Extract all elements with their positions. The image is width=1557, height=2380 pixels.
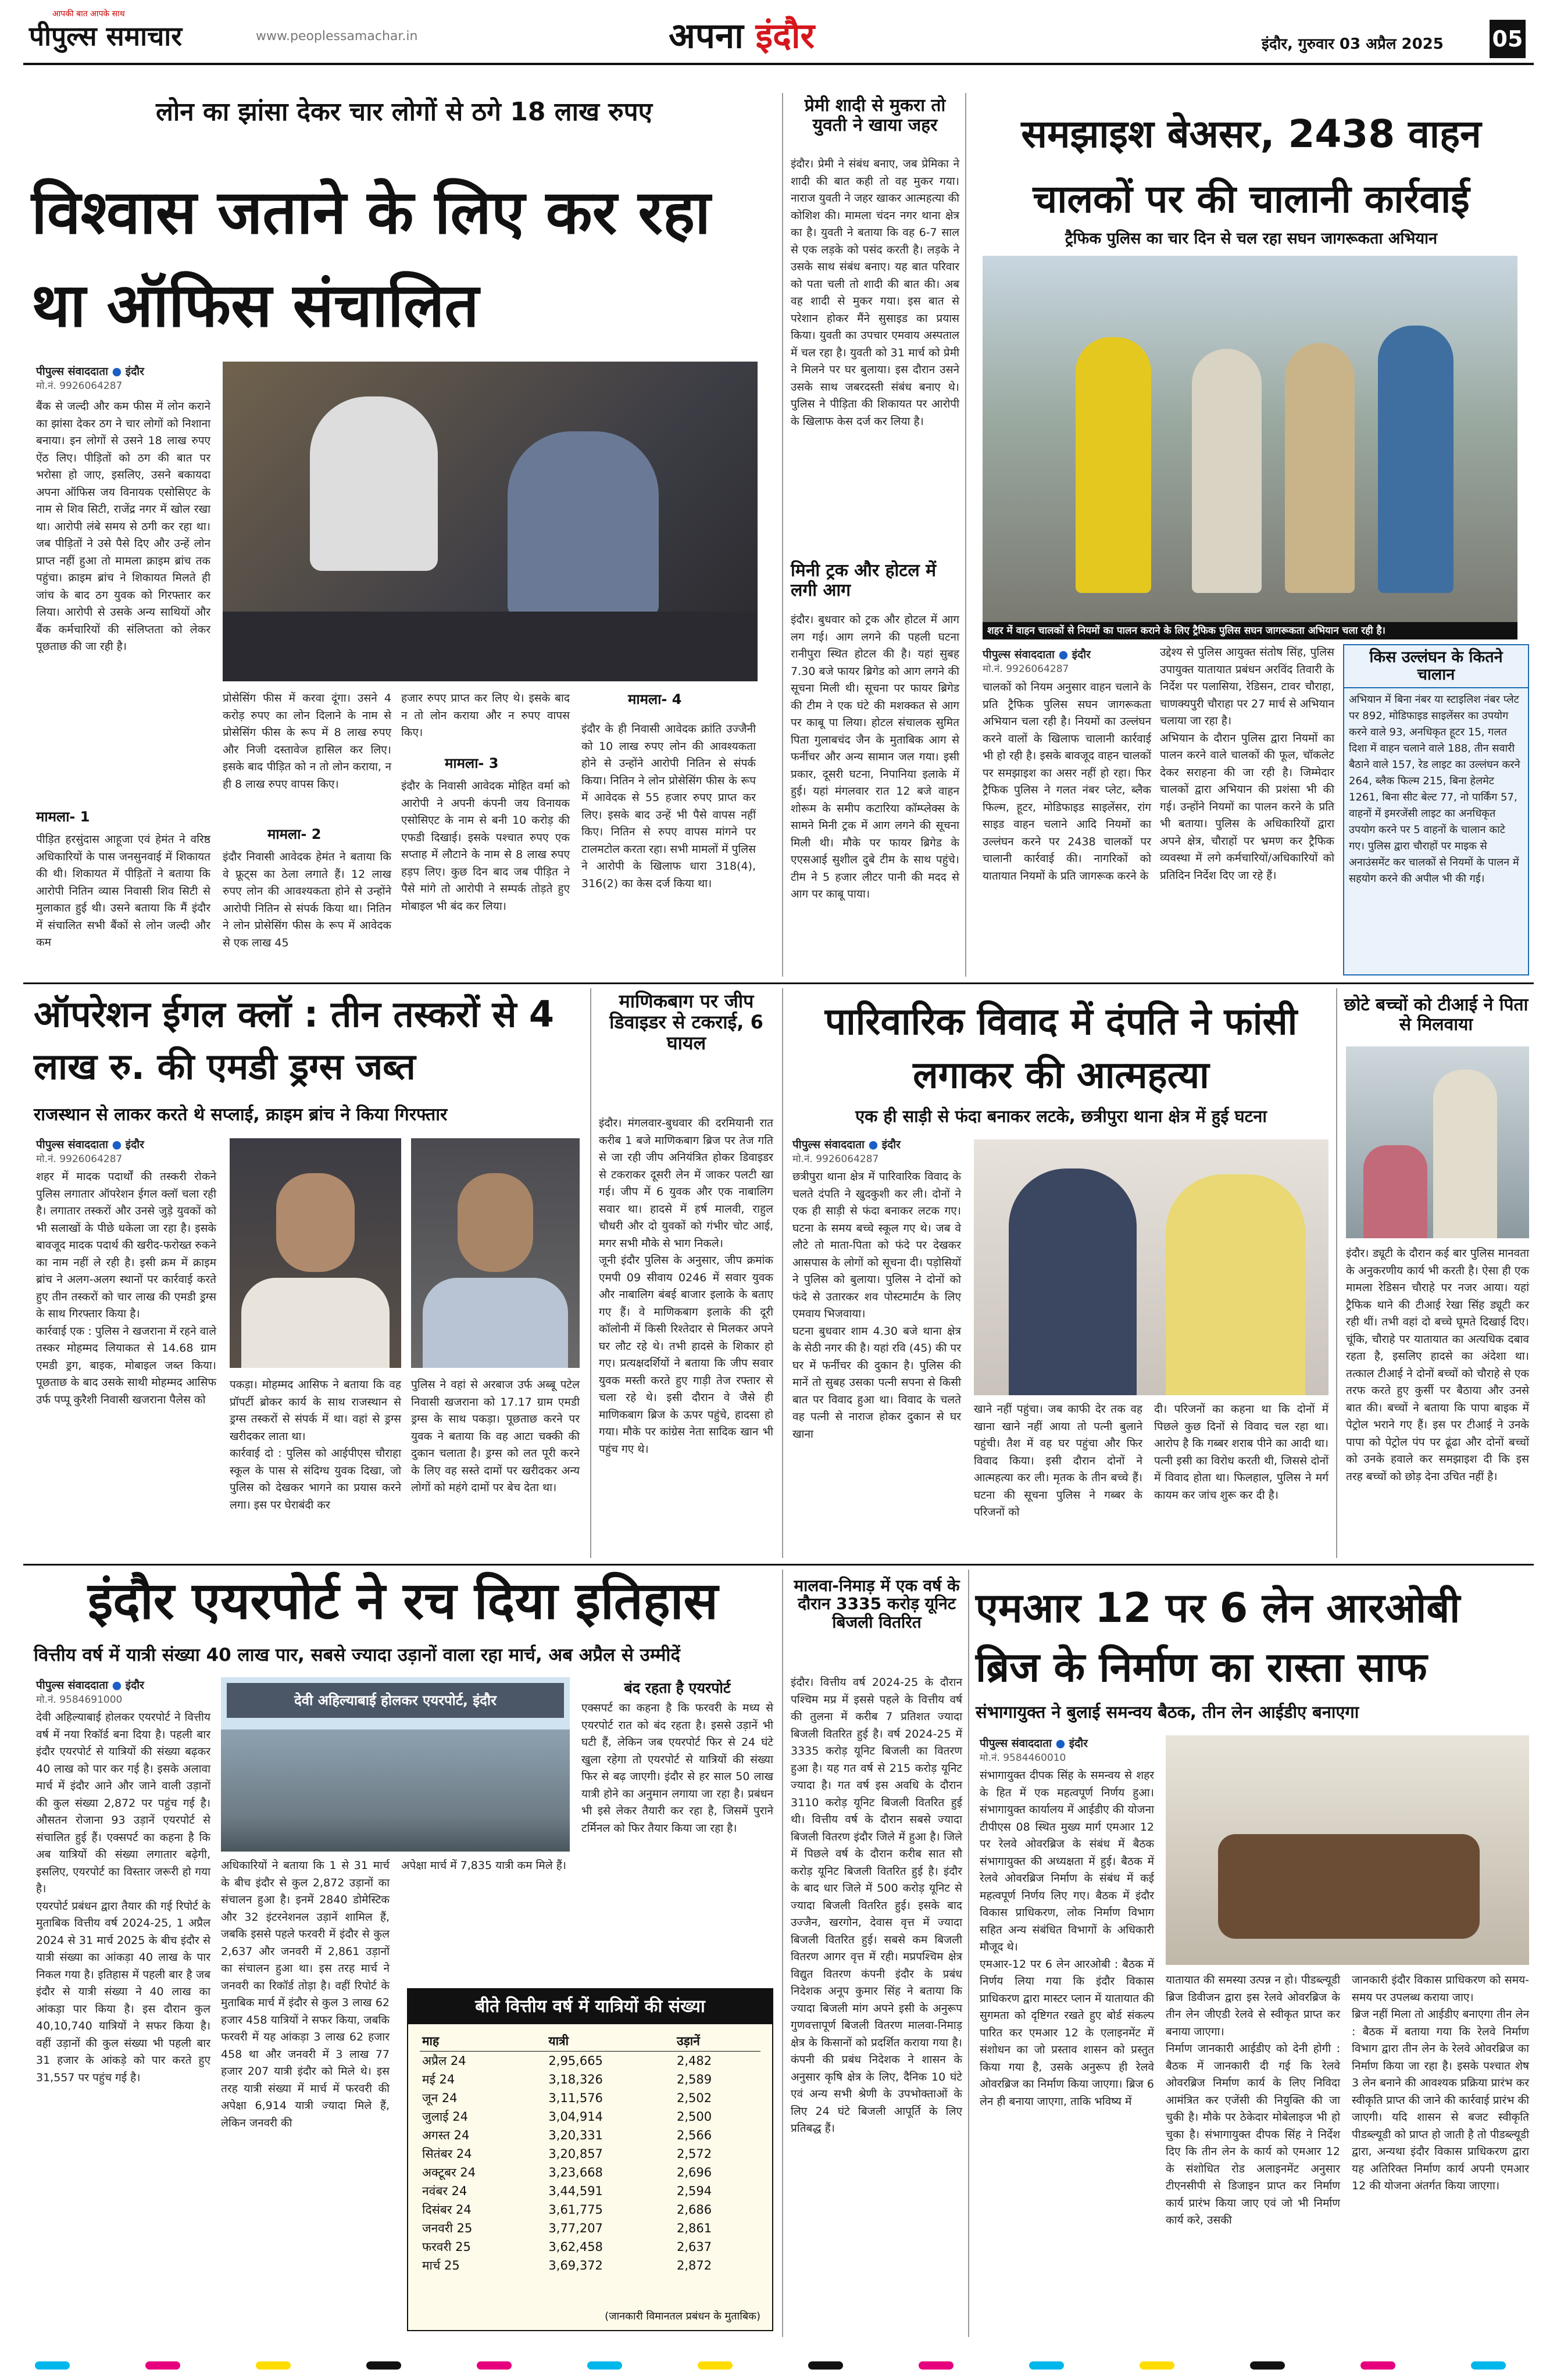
table-cell-flights: 2,572	[676, 2147, 712, 2161]
divider-h2	[23, 1564, 1534, 1566]
s5-photo-accused-2	[411, 1138, 580, 1368]
s4-byline-name: पीपुल्स संवाददाता	[983, 648, 1055, 661]
s9-byline-name: पीपुल्स संवाददाता	[36, 1679, 108, 1692]
s1-col4: इंदौर के ही निवासी आवेदक क्रांति उज्जैनी को 10 लाख रुपए लोन की आवश्यकता होने से उन्होंने आरोपी नितिन से संपर्क किया। नितिन ने लोन प्रोसेसिंग फीस के रूप में आवेदक से 55 हजार रुपए प्राप्त कर लिए। इसके बाद उन्हें भी पैसे वापस नहीं किए। नितिन से रुपए वापस मांगने पर टालमटोल करता रहा। सभी मामलों में पुलिस ने आरोपी के खिलाफ धारा 318(4), 316(2) का केस दर्ज किया था।	[581, 723, 756, 890]
s5-shirt-2	[423, 1278, 568, 1368]
s4-box-title: किस उल्लंघन के कितने चालान	[1344, 645, 1528, 688]
color-bar-swatch	[919, 2361, 954, 2370]
table-row	[420, 2200, 760, 2219]
s1-col2: प्रोसेसिंग फीस में करवा दूंगा। उसने 4 करोड़ रुपए का लोन दिलाने के नाम से प्रोसेसिंग फीस के रूप में 8 लाख रुपए और निजी दस्तावेज हासिल कर लिए। इसके बाद पीड़ित को न तो लोन कराया, न ही 8 लाख रुपए वापस किए।	[223, 692, 391, 791]
s6-headline: माणिकबाग पर जीप डिवाइडर से टकराई, 6 घायल	[609, 990, 763, 1054]
table-row	[420, 2256, 760, 2275]
s11-col1: संभागायुक्त दीपक सिंह के समन्वय से शहर के हित में एक महत्वपूर्ण निर्णय हुआ। संभागायुक्त कार्यालय में आईडीए की योजना टीपीएस 08 स्थित मुख्य मार्ग एमआर 12 पर रेलवे ओवरब्रिज के संबंध में बैठक संभागायुक्त की अध्यक्षता में हुई। बैठक में रेलवे ओवरब्रिज निर्माण के संबंध में कई महत्वपूर्ण निर्णय लिए गए। बैठक में इंदौर विकास प्राधिकरण, लोक निर्माण विभाग सहित अन्य संबंधित विभागों के अधिकारी मौजूद थे। एमआर-12 पर 6 लेन आरओबी : बैठक में निर्णय लिया गया कि इंदौर विकास प्राधिकरण द्वारा मास्टर प्लान में यातायात की सुगमता को दृष्टिगत रखते हुए बोर्ड संकल्प पारित कर एमआर 12 के एलाइनमेंट में संशोधन का जो प्रस्ताव शासन को प्रस्तुत किया गया है, उसके अनुरूप ही रेलवे ओवरब्रिज का निर्माण किया जाएगा। ब्रिज 6 लेन ही बनाया जाएगा, ताकि भविष्य में	[980, 1769, 1154, 2108]
s11-subhead: संभागायुक्त ने बुलाई समन्वय बैठक, तीन लेन आईडीए बनाएगा	[976, 1702, 1359, 1722]
s9-photo-airport	[221, 1677, 570, 1852]
s11-byline-name: पीपुल्स संवाददाता	[980, 1737, 1052, 1750]
color-bar-swatch	[366, 2361, 401, 2370]
table-cell-flights: 2,500	[676, 2110, 712, 2124]
divider-h1	[23, 982, 1534, 984]
s9-subhead: वित्तीय वर्ष में यात्री संख्या 40 लाख पार, सबसे ज्यादा उड़ानों वाला रहा मार्च, अब अप्रैल से उम्मीदें	[34, 1645, 680, 1666]
table-cell-month: नवंबर 24	[422, 2184, 467, 2198]
s11-mobile: मो.नं. 9584460010	[980, 1752, 1066, 1764]
s5-byline-name: पीपुल्स संवाददाता	[36, 1138, 108, 1151]
color-bar-swatch	[587, 2361, 622, 2370]
s7-col1: छत्रीपुरा थाना क्षेत्र में पारिवारिक विवाद के चलते दंपति ने खुदकुशी कर ली। दोनों ने एक ही साड़ी से फंदा बनाकर लटक गए। घटना के समय बच्चे स्कूल गए थे। जब वे लौटे तो माता-पिता को फंदे पर देखकर आसपास के लोगों को सूचना दी। पड़ोसियों ने पुलिस को बुलाया। पुलिस ने दोनों को फंदे से उतारकर शव पोस्टमार्टम के लिए एमवाय भिजवाया। घटना बुधवार शाम 4.30 बजे थाना क्षेत्र के सेठी नगर की है। यहां रवि (45) की पर घर में फर्नीचर की दुकान है। पुलिस की मानें तो सुबह उसका पत्नी सपना से किसी बात पर विवाद हुआ था। विवाद के चलते वह पत्नी से नाराज होकर दुकान से घर खाना	[792, 1170, 961, 1441]
s11-photo-table	[1218, 1834, 1480, 1939]
s1-case4-head: मामला- 4	[628, 691, 682, 707]
s6-body: इंदौर। मंगलवार-बुधवार की दरमियानी रात करीब 1 बजे माणिकबाग ब्रिज पर तेज गति से जा रही जीप अनियंत्रित होकर डिवाइडर से टकराकर दूसरी लेन में जाकर पलटी खा गई। जीप में 6 युवक और एक नाबालिग सवार था। हादसे में हर्ष मालवी, राहुल चौधरी और दो युवकों को गंभीर चोट आई, मगर सभी मौके से भाग निकले। जूनी इंदौर पुलिस के अनुसार, जीप क्रमांक एमपी 09 सीवाय 0246 में सवार युवक और नाबालिग बंबई बाजार इलाके के बताए गए हैं। वे माणिकबाग इलाके की दूरी कॉलोनी में किसी रिश्तेदार से मिलकर अपने घर लौट रहे थे। तभी हादसे के शिकार हो गए। प्रत्यक्षदर्शियों ने बताया कि जीप सवार युवक मस्ती करते हुए गाड़ी तेज रफ्तार से चला रहे थे। इसी दौरान वे जैसे ही माणिकबाग ब्रिज के ऊपर पहुंचे, हादसा हो गया। मौके पर कांग्रेस नेता सादिक खान भी पहुंच गए थे।	[599, 1117, 773, 1456]
table-cell-passengers: 3,61,775	[548, 2203, 603, 2217]
table-cell-flights: 2,594	[676, 2184, 712, 2198]
s7-mobile: मो.नं. 9926064287	[792, 1153, 879, 1165]
table-row	[420, 2238, 760, 2256]
s4-byline: पीपुल्स संवाददाता ● इंदौर मो.नं. 9926064287	[983, 646, 1157, 675]
masthead-rule	[23, 63, 1534, 65]
s11-headline: एमआर 12 पर 6 लेन आरओबी ब्रिज के निर्माण का रास्ता साफ	[976, 1584, 1460, 1691]
s9-col1: देवी अहिल्याबाई होलकर एयरपोर्ट ने वित्तीय वर्ष में नया रिकॉर्ड बना दिया है। पहली बार इंदौर एयरपोर्ट से यात्रियों की संख्या बढ़कर 40 लाख को पार कर गई है। इसके अलावा मार्च में इंदौर आने और जाने वाली उड़ानों की कुल संख्या 2,872 पर पहुंच गई है। औसतन रोजाना 93 उड़ानें एयरपोर्ट से संचालित हुई हैं। एक्सपर्ट का कहना है कि अब यात्रियों की संख्या लगातार बढ़ेगी, इसलिए, एयरपोर्ट का विस्तार जरूरी हो गया है। एयरपोर्ट प्रबंधन द्वारा तैयार की गई रिपोर्ट के मुताबिक वित्तीय वर्ष 2024-25, 1 अप्रैल 2024 से 31 मार्च 2025 के बीच इंदौर से यात्री संख्या का आंकड़ा 40 लाख के पार निकल गया है। इतिहास में पहली बार है जब इंदौर से यात्री संख्या ने 40 लाख का आंकड़ा पार किया है। इस दौरान कुल 40,10,740 यात्रियों ने सफर किया है। वहीं उड़ानों की कुल संख्या भी पहली बार 31 हजार के आंकड़े को पार करते हुए 31,557 पर पहुंच गई है।	[36, 1711, 210, 2084]
s5-headline: ऑपरेशन ईगल क्लॉ : तीन तस्करों से 4 लाख रु. की एमडी ड्रग्स जब्त	[34, 993, 555, 1088]
color-bar-swatch	[698, 2361, 733, 2370]
table-row	[420, 2052, 760, 2071]
table-cell-passengers: 3,20,331	[548, 2128, 603, 2142]
table-row	[420, 2089, 760, 2107]
table-row	[420, 2219, 760, 2238]
table-cell-flights: 2,696	[676, 2165, 712, 2179]
s4-headline: समझाइश बेअसर, 2438 वाहन चालकों पर की चालानी कार्रवाई	[1021, 112, 1481, 221]
page-number: 05	[1490, 20, 1526, 58]
s1-photo	[223, 362, 758, 681]
dateline: इंदौर, गुरुवार 03 अप्रैल 2025	[1262, 35, 1444, 53]
color-bar-swatch	[1140, 2361, 1174, 2370]
s8-headline: छोटे बच्चों को टीआई ने पिता से मिलवाया	[1344, 995, 1529, 1035]
s4-caption: शहर में वाहन चालकों से नियमों का पालन कराने के लिए ट्रैफिक पुलिस सघन जागरूकता अभियान चला रही है।	[983, 622, 1517, 639]
s8-photo-children	[1363, 1145, 1427, 1238]
table-row	[420, 2182, 760, 2200]
table-header-month: माह	[422, 2034, 440, 2048]
table-cell-flights: 2,566	[676, 2128, 712, 2142]
table-cell-month: अक्टूबर 24	[422, 2165, 476, 2179]
s9-box-head: बंद रहता है एयरपोर्ट	[624, 1679, 731, 1696]
section-title-b: इंदौर	[755, 16, 815, 56]
s1-col1b: पीड़ित हरसुंदास आहूजा एवं हेमंत ने वरिष्ठ अधिकारियों के पास जनसुनवाई में शिकायत की थी। शिकायत में पीड़ितों ने बताया कि आरोपी नितिन व्यास निवासी शिव सिटी से मुलाकात हुई थी। उसने बताया कि मैं इंदौर में संचालित सभी बैंकों से लोन जल्दी और कम	[36, 833, 210, 949]
s4-photo	[983, 256, 1517, 622]
s5-col3: पुलिस ने वहां से अरबाज उर्फ अब्बू पटेल निवासी खजराना को 17.17 ग्राम एमडी ड्रग्स के साथ पकड़ा। पूछताछ करने पर युवक ने बताया कि वह आटा चक्की की दुकान चलाता है। ड्रग्स को लत पूरी करने के लिए वह सस्ते दामों पर खरीदकर अन्य लोगों को महंगे दामों पर बेच देता था।	[411, 1378, 580, 1494]
s4-col1: चालकों को नियम अनुसार वाहन चलाने के प्रति ट्रैफिक पुलिस सघन जागरूकता अभियान चला रही है। नियमों का उल्लंघन करने वालों के खिलाफ चालानी कार्रवाई भी हो रही है। इसके बावजूद वाहन चालकों पर समझाइश का असर नहीं हो रहा। फिर ट्रैफिक पुलिस ने गलत नंबर प्लेट, ब्लैक फिल्म, हूटर, मोडिफाइड साइलेंसर, रांग साइड वाहन चलाने आदि नियमों का उल्लंघन करने पर 2438 चालकों पर चालानी कार्रवाई की। नागरिकों को यातायात नियमों के प्रति जागरूक करने के	[983, 681, 1151, 882]
table-cell-passengers: 3,62,458	[548, 2240, 603, 2254]
s4-mobile: मो.नं. 9926064287	[983, 663, 1069, 675]
table-header-row	[420, 2031, 760, 2052]
s7-byline-name: पीपुल्स संवाददाता	[792, 1138, 865, 1151]
s7-col2: खाने नहीं पहुंचा। जब काफी देर तक वह खाना खाने नहीं आया तो पत्नी बुलाने पहुंची। तैश में वह घर पहुंचा और फिर विवाद किया। इसी दौरान दोनों ने आत्महत्या कर ली। मृतक के तीन बच्चे हैं। घटना की सूचना पुलिस ने गब्बर के परिजनों को	[974, 1403, 1142, 1518]
table-cell-month: जुलाई 24	[422, 2110, 468, 2124]
color-bar-swatch	[1471, 2361, 1506, 2370]
table-cell-flights: 2,861	[676, 2221, 712, 2235]
s5-photo-accused-1	[230, 1138, 401, 1368]
table-cell-passengers: 3,20,857	[548, 2147, 603, 2161]
table-row	[420, 2145, 760, 2163]
s4-box-body: अभियान में बिना नंबर या स्टाइलिश नंबर प्लेट पर 892, मोडिफाइड साइलेंसर का उपयोग करने वाले 93, अनधिकृत हूटर 15, गलत दिशा में वाहन चलाने वाले 188, तीन सवारी बैठाने वाले 157, रेड लाइट का उल्लंघन करने 264, ब्लैक फिल्म 215, बिना हेलमेट 1261, बिना सीट बेल्ट 77, नो पार्किंग 57, वाहनों में इमरजेंसी लाइट का अनधिकृत उपयोग करने पर 5 वाहनों के चालान काटे गए। पुलिस द्वारा चौराहों पर माइक से अनाउंसमेंट कर चालकों से नियमों के पालन में सहयोग करने की अपील भी की गई।	[1349, 694, 1520, 885]
s4-byline-city: इंदौर	[1072, 648, 1091, 661]
s4-col2: उद्देश्य से पुलिस आयुक्त संतोष सिंह, पुलिस उपायुक्त यातायात प्रबंधन अरविंद तिवारी के निर्देश पर पलासिया, रेडिसन, टावर चौराहा, चाणक्यपुरी चौराहा पर 27 मार्च से अभियान चलाया जा रहा है। अभियान के दौरान पुलिस द्वारा नियमों का पालन करने वाले चालकों की फूल, चॉकलेट देकर सराहना की जा रही है। जिम्मेदार चालकों द्वारा अभियान की प्रशंसा भी की गई। उन्होंने नियमों का पालन करने के प्रति भी बताया। पुलिस के अधिकारियों द्वारा अपने क्षेत्र, चौराहों पर भ्रमण कर ट्रैफिक व्यवस्था में लगे कर्मचारियों/अधिकारियों को प्रतिदिन निर्देश दिए जा रहे हैं।	[1160, 646, 1334, 882]
color-bar-swatch	[1029, 2361, 1064, 2370]
s7-subhead: एक ही साड़ी से फंदा बनाकर लटके, छत्रीपुरा थाना क्षेत्र में हुई घटना	[855, 1106, 1267, 1126]
table-cell-month: अप्रैल 24	[420, 2052, 546, 2071]
s9-mobile: मो.नं. 9584691000	[36, 1694, 123, 1706]
s1-photo-table	[223, 612, 758, 681]
s4-photo-person-yellow	[1076, 337, 1151, 593]
s9-byline: पीपुल्स संवाददाता ● इंदौर मो.नं. 9584691000	[36, 1677, 210, 1706]
s4-photo-person-2	[1192, 349, 1262, 593]
s7-col3: दी। परिजनों का कहना था कि दोनों में पिछले कुछ दिनों से विवाद चल रहा था। आरोप है कि गब्बर शराब पीने का आदी था। पत्नी इसी का विरोध करती थी, जिससे दोनों में विवाद होता था। फिलहाल, पुलिस ने मर्ग कायम कर जांच शुरू कर दी है।	[1154, 1403, 1329, 1502]
table-row	[420, 2070, 760, 2089]
s1-case1-head: मामला- 1	[36, 809, 90, 825]
brand-tagline: आपकी बात आपके साथ	[52, 9, 125, 19]
table-cell-month: दिसंबर 24	[422, 2203, 472, 2217]
s1-col3b: इंदौर के निवासी आवेदक मोहित वर्मा को आरोपी ने अपनी कंपनी जय विनायक एसोसिएट के नाम से बनी 10 करोड़ की एफडी दिखाई। इसके पश्चात रुपए एक सप्ताह में लौटाने के नाम से 8 लाख रुपए हड़प लिए। कुछ दिन बाद जब पीड़ित ने पैसे मांगे तो आरोपी ने सम्पर्क तोड़ते हुए मोबाइल भी बंद कर लिया।	[401, 780, 570, 913]
color-bar-swatch	[145, 2361, 180, 2370]
table-cell-flights: 2,686	[676, 2203, 712, 2217]
color-bar-swatch	[477, 2361, 512, 2370]
s5-shirt-1	[241, 1278, 390, 1368]
s9-table-body	[420, 2052, 760, 2275]
s1-photo-officer	[508, 431, 659, 617]
brand-logo: पीपुल्स समाचार	[29, 20, 183, 52]
s7-photo-man	[1009, 1168, 1137, 1395]
s7-photo-couple	[974, 1139, 1329, 1395]
s1-col1: बैंक से जल्दी और कम फीस में लोन कराने का झांसा देकर ठग ने चार लोगों को निशाना बनाया। इन लोगों से उसने 18 लाख रुपए ऐंठ लिए। पीड़ितों को ठग की बात पर भरोसा हो जाए, इसलिए, उसने बकायदा अपना ऑफिस जय विनायक एसोसिएट के नाम से शिव सिटी, राजेंद्र नगर में खोल रखा था। आरोपी लंबे समय से ठगी कर रहा था। जब पीड़ितों ने उसे पैसे दिए और उन्हें लोन प्राप्त नहीं हुआ तो मामला क्राइम ब्रांच तक पहुंचा। क्राइम ब्रांच ने शिकायत मिलते ही जांच के बाद ठग युवक को गिरफ्तार कर लिया। आरोपी से उसके अन्य साथियों और बैंक कर्मचारियों की संलिप्तता को लेकर पूछताछ की जा रही है।	[36, 400, 210, 653]
s5-face-2	[458, 1173, 533, 1272]
s1-case2-head: मामला- 2	[267, 826, 322, 842]
divider-v2	[965, 93, 966, 977]
table-cell-flights: 2,482	[674, 2052, 760, 2071]
table-cell-passengers: 3,69,372	[548, 2259, 603, 2272]
s11-byline: पीपुल्स संवाददाता ● इंदौर मो.नं. 9584460010	[980, 1735, 1154, 1764]
s1-case3-head: मामला- 3	[445, 755, 499, 771]
table-cell-month: अगस्त 24	[422, 2128, 470, 2142]
s9-col3a: अपेक्षा मार्च में 7,835 यात्री कम मिले हैं।	[401, 1859, 566, 1872]
section-title	[669, 10, 815, 58]
table-header-passengers: यात्री	[548, 2034, 569, 2048]
table-cell-flights: 2,502	[676, 2091, 712, 2105]
s9-byline-city: इंदौर	[125, 1679, 144, 1692]
divider-v1	[782, 93, 783, 977]
table-cell-month: मार्च 25	[422, 2259, 460, 2272]
table-cell-passengers: 3,04,914	[548, 2110, 603, 2124]
color-bar-swatch	[35, 2361, 70, 2370]
color-bar-swatch	[1360, 2361, 1395, 2370]
s7-byline: पीपुल्स संवाददाता ● इंदौर मो.नं. 9926064287	[792, 1137, 967, 1165]
table-row	[420, 2107, 760, 2126]
table-cell-flights: 2,589	[676, 2072, 712, 2086]
s5-byline-city: इंदौर	[125, 1138, 144, 1151]
table-cell-flights: 2,872	[676, 2259, 712, 2272]
s10-body: इंदौर। वित्तीय वर्ष 2024-25 के दौरान पश्चिम मप्र में इससे पहले के वित्तीय वर्ष की तुलना में करीब 7 प्रतिशत ज्यादा बिजली वितरित हुई है। वर्ष 2024-25 में 3335 करोड़ यूनिट बिजली का वितरण हुआ है। यह गत वर्ष से 215 करोड़ यूनिट ज्यादा है। गत वर्ष इस अवधि के दौरान 3110 करोड़ यूनिट बिजली वितरित हुई थी। वित्तीय वर्ष के दौरान सबसे ज्यादा बिजली वितरण इंदौर जिले में हुआ है। जिले में पिछले वर्ष के दौरान करीब सात सौ करोड़ यूनिट बिजली वितरित हुई है। इंदौर के बाद धार जिले में 500 करोड़ यूनिट से ज्यादा बिजली वितरित हुई। इसके बाद उज्जैन, खरगोन, देवास वृत्त में ज्यादा बिजली वितरित हुई। सबसे कम बिजली वितरण आगर वृत्त में रही। मप्रपश्चिम क्षेत्र विद्युत वितरण कंपनी इंदौर के प्रबंध निदेशक अनूप कुमार सिंह ने बताया कि ज्यादा बिजली मांग अपने इसी के अनुरूप गुणवत्तापूर्ण बिजली वितरण मालवा-निमाड़ क्षेत्र के किसानों को प्रदर्शित कराया गया है। कंपनी की प्रबंध निदेशक ने शासन के अनुसार कृषि क्षेत्र के लिए, दैनिक 10 घंटे एवं अन्य सभी श्रेणी के उपभोक्ताओं के लिए 24 घंटे बिजली आपूर्ति के लिए प्रतिबद्ध हैं।	[791, 1676, 962, 2135]
s11-photo-meeting	[1166, 1735, 1529, 1965]
s9-table-source: (जानकारी विमानतल प्रबंधन के मुताबिक)	[605, 2310, 760, 2322]
s2-body: इंदौर। प्रेमी ने संबंध बनाए, जब प्रेमिका ने शादी की बात कही तो वह मुकर गया। नाराज युवती ने जहर खाकर आत्महत्या की कोशिश की। मामला चंदन नगर थाना क्षेत्र का है। युवती ने बताया कि वह 6-7 साल से एक लड़के को पसंद करती है। लड़के ने उसके साथ संबंध बनाए। यह बात परिवार को पता चली तो शादी की बात की। अब वह शादी से मुकर गया। इस बात से परेशान होकर मैंने सुसाइड का प्रयास किया। युवती का उपचार एमवाय अस्पताल में चल रहा है। युवती को 31 मार्च को प्रेमी ने मिलने पर घर बुलाया। इस दौरान उसने उसके साथ जबरदस्ती संबंध बनाए थे। पुलिस ने पीड़िता की शिकायत पर आरोपी के खिलाफ केस दर्ज कर लिया है।	[791, 158, 959, 428]
table-cell-month: जून 24	[422, 2091, 458, 2105]
s4-subhead: ट्रैफिक पुलिस का चार दिन से चल रहा सघन जागरूकता अभियान	[1065, 230, 1438, 248]
s1-byline-name: पीपुल्स संवाददाता	[36, 365, 108, 378]
s5-face-1	[276, 1173, 355, 1272]
s11-col2: यातायात की समस्या उत्पन्न न हो। पीडब्ल्यूडी ब्रिज डिवीजन द्वारा इस रेलवे ओवरब्रिज के तीन लेन जीएडी रेलवे से स्वीकृत प्राप्त कर बनाया जाएगा। निर्माण जानकारी आईडीए को देनी होगी : बैठक में जानकारी दी गई कि रेलवे ओवरब्रिज निर्माण कार्य के लिए निविदा आमंत्रित कर एजेंसी की नियुक्ति की जा चुकी है। मौके पर ठेकेदार मोबेलाइज भी हो चुका है। संभागायुक्त दीपक सिंह ने निर्देश दिए कि तीन लेन के कार्य को एमआर 12 के संशोधित रोड अलाइनमेंट अनुसार टीएनसीपी से डिजाइन प्राप्त कर निर्माण कार्य प्रारंभ किया जाए एवं जो भी निर्माण कार्य करे, उसकी	[1166, 1974, 1340, 2227]
table-cell-month: सितंबर 24	[422, 2147, 472, 2161]
table-cell-passengers: 2,95,665	[546, 2052, 674, 2071]
s5-col1: शहर में मादक पदार्थों की तस्करी रोकने पुलिस लगातार ऑपरेशन ईगल क्लॉ चला रही है। लगातार तस्करों और उनसे जुड़े युवकों को भी सलाखों के पीछे धकेला जा रहा है। इसके बावजूद मादक पदार्थ की खरीद-फरोख्त रुकने का नाम नहीं ले रही है। इसी क्रम में क्राइम ब्रांच ने अलग-अलग स्थानों पर कार्रवाई करते हुए तीन तस्करों को चार लाख की एमडी ड्रग्स के साथ गिरफ्तार किया है। कार्रवाई एक : पुलिस ने खजराना में रहने वाले तस्कर मोहम्मद लियाकत से 14.68 ग्राम एमडी ड्रग, बाइक, मोबाइल जब्त किया। पूछताछ के बाद उसके साथी मोहम्मद आसिफ उर्फ पप्पू कुरैशी निवासी खजराना पैलेस को	[36, 1170, 216, 1406]
table-header-flights: उड़ानें	[676, 2034, 700, 2048]
table-cell-month: जनवरी 25	[422, 2221, 473, 2235]
s8-photo	[1346, 1046, 1529, 1238]
s4-photo-person-3	[1285, 343, 1355, 593]
s5-col2: पकड़ा। मोहम्मद आसिफ ने बताया कि वह प्रॉपर्टी ब्रोकर कार्य के साथ राजस्थान से ड्रग्स तस्करों से संपर्क में था। वहां से ड्रग्स खरीदकर लाता था। कार्रवाई दो : पुलिस को आईपीएस चौराहा स्कूल के पास से संदिग्ध युवक दिखा, जो पुलिस को देखकर भागने का प्रयास करने लगा। इस पर घेराबंदी कर	[230, 1378, 401, 1511]
color-bar-swatch	[256, 2361, 291, 2370]
s1-col3: हजार रुपए प्राप्त कर लिए थे। इसके बाद न तो लोन कराया और न रुपए वापस किए।	[401, 692, 570, 739]
s2-headline: प्रेमी शादी से मुकरा तो युवती ने खाया जहर	[804, 95, 946, 135]
s11-col3: जानकारी इंदौर विकास प्राधिकरण को समय-समय पर उपलब्ध कराया जाए। ब्रिज नहीं मिला तो आईडीए बनाएगा तीन लेन : बैठक में बताया गया कि रेलवे निर्माण विभाग द्वारा तीन लेन के रेलवे ओवरब्रिज का निर्माण किया जा रहा है। इसके पश्चात शेष 3 लेन बनाने की आवश्यक प्रक्रिया प्रारंभ कर स्वीकृति प्राप्त की जाने की कार्रवाई प्रारंभ की जाएगी। यदि शासन से बजट स्वीकृति पीडब्ल्यूडी को प्राप्त हो जाती है तो पीडब्ल्यूडी द्वारा, अन्यथा इंदौर विकास प्राधिकरण द्वारा यह अतिरिक्त निर्माण कार्य अपनी एमआर 12 की योजना अंतर्गत किया जाएगा।	[1352, 1974, 1529, 2192]
s8-photo-officer	[1433, 1070, 1497, 1238]
divider-v4	[782, 988, 783, 1558]
s9-table-title: बीते वित्तीय वर्ष में यात्रियों की संख्या	[408, 1989, 772, 2024]
s8-body: इंदौर। ड्यूटी के दौरान कई बार पुलिस मानवता के अनुकरणीय कार्य भी करती है। ऐसा ही एक मामला रेडिसन चौराहे पर नजर आया। यहां ट्रैफिक थाने की टीआई रेखा सिंह ड्यूटी कर रही थीं। तभी वहां दो बच्चे घूमते दिखाई दिए। चूंकि, चौराहे पर यातायात का अत्यधिक दबाव रहता है, इसलिए हादसे का अंदेशा था। तत्काल टीआई ने दोनों बच्चों को चौराहे से एक तरफ करते हुए कुर्सी पर बैठाया और उनसे बात की। बच्चों ने बताया कि पापा बाइक में पेट्रोल भराने गए हैं। इस पर टीआई ने उनके पापा को पेट्रोल पंप पर ढूंढा और दोनों बच्चों को उनके हवाले कर समझाइश दी कि इस तरह बच्चों को छोड़ देना उचित नहीं है।	[1346, 1247, 1529, 1483]
table-cell-passengers: 3,77,207	[548, 2221, 603, 2235]
table-cell-passengers: 3,44,591	[548, 2184, 603, 2198]
s5-byline: पीपुल्स संवाददाता ● इंदौर मो.नं. 9926064287	[36, 1137, 210, 1165]
s7-photo-woman	[1166, 1174, 1305, 1395]
table-cell-flights: 2,637	[676, 2240, 712, 2254]
table-cell-month: मई 24	[422, 2072, 455, 2086]
s3-headline: मिनी ट्रक और होटल में लगी आग	[791, 560, 937, 601]
s1-byline-city: इंदौर	[125, 365, 144, 378]
s5-subhead: राजस्थान से लाकर करते थे सप्लाई, क्राइम ब्रांच ने किया गिरफ्तार	[34, 1105, 448, 1125]
table-cell-passengers: 3,11,576	[548, 2091, 603, 2105]
table-row	[420, 2163, 760, 2182]
s10-headline: मालवा-निमाड़ में एक वर्ष के दौरान 3335 करोड़ यूनिट बिजली वितरित	[794, 1576, 960, 1632]
s1-kicker: लोन का झांसा देकर चार लोगों से ठगे 18 लाख रुपए	[156, 97, 652, 127]
table-row	[420, 2126, 760, 2145]
s7-byline-city: इंदौर	[881, 1138, 901, 1151]
divider-v6	[782, 1570, 783, 2337]
s1-col2b: इंदौर निवासी आवेदक हेमंत ने बताया कि वे फ्रूट्स का ठेला लगाते हैं। 12 लाख रुपए लोन की आवश्यकता होने से उन्होंने आरोपी नितिन से संपर्क किया था। नितिन ने लोन प्रोसेसिंग फीस के रूप में आवेदक से एक लाख 45	[223, 850, 391, 949]
s5-mobile: मो.नं. 9926064287	[36, 1153, 123, 1165]
s9-table-panel	[407, 1988, 773, 2331]
s7-headline: पारिवारिक विवाद में दंपति ने फांसी लगाकर की आत्महत्या	[824, 1000, 1298, 1097]
website: www.peoplessamachar.in	[256, 29, 418, 44]
s9-box	[581, 1680, 773, 1913]
masthead	[0, 0, 1557, 64]
s3-body: इंदौर। बुधवार को ट्रक और होटल में आग लग गई। आग लगने की पहली घटना रानीपुरा स्थित होटल की है। यहां सुबह 7.30 बजे फायर ब्रिगेड को आग लगने की सूचना मिली थी। सूचना पर फायर ब्रिगेड की टीम ने एक घंटे की मशक्कत से आग पर काबू पा लिया। होटल संचालक सुमित पिता गुलाबचंद जैन के मुताबिक आग से फर्नीचर और अन्य सामान जल गया। इसी प्रकार, दूसरी घटना, निपानिया इलाके में हुई। यहां मंगलवार रात 12 बजे वाहन शोरूम के समीप कटारिया कॉम्प्लेक्स के सामने मिनी ट्रक में आग लगने की सूचना मिली थी। मौके पर फायर ब्रिगेड के एएसआई सुशील दुबे टीम के साथ पहुंचे। टीम ने 5 हजार लीटर पानी की मदद से आग पर काबू पाया।	[791, 613, 959, 900]
divider-v7	[968, 1570, 969, 2337]
table-cell-passengers: 3,23,668	[548, 2165, 603, 2179]
s1-byline: पीपुल्स संवाददाता ● इंदौर मो.नं. 9926064287	[36, 363, 210, 392]
s9-headline: इंदौर एयरपोर्ट ने रच दिया इतिहास	[88, 1571, 718, 1631]
s1-photo-man-left	[310, 396, 438, 571]
s9-col2: अधिकारियों ने बताया कि 1 से 31 मार्च के बीच इंदौर से कुल 2,872 उड़ानों का संचालन हुआ है। इनमें 2840 डोमेस्टिक और 32 इंटरनेशनल उड़ानें शामिल हैं, जबकि इससे पहले फरवरी में इंदौर से कुल 2,637 और जनवरी में 2,861 उड़ानों का संचालन हुआ था। इस तरह मार्च ने जनवरी का रिकॉर्ड तोड़ा है। वहीं रिपोर्ट के मुताबिक मार्च में इंदौर से कुल 3 लाख 62 हजार 458 यात्रियों ने सफर किया, जबकि फरवरी में यह आंकड़ा 3 लाख 62 हजार 458 था और जनवरी में 3 लाख 77 हजार 207 यात्री इंदौर को मिले थे। इस तरह यात्री संख्या में मार्च में फरवरी की अपेक्षा 6,914 यात्री ज्यादा मिले हैं, लेकिन जनवरी की	[221, 1859, 390, 2129]
color-bar-swatch	[808, 2361, 843, 2370]
s9-table	[420, 2031, 760, 2275]
color-bar-swatch	[1250, 2361, 1285, 2370]
section-title-a: अपना	[669, 16, 756, 56]
table-cell-passengers: 3,18,326	[548, 2072, 603, 2086]
divider-v3	[590, 988, 591, 1558]
divider-v5	[1336, 988, 1337, 1558]
s1-mobile: मो.नं. 9926064287	[36, 380, 123, 392]
s4-box	[1343, 644, 1529, 975]
table-cell-month: फरवरी 25	[422, 2240, 471, 2254]
s1-headline: विश्वास जताने के लिए कर रहा था ऑफिस संचालित	[31, 177, 711, 341]
s9-box-body: एक्सपर्ट का कहना है कि फरवरी के मध्य से एयरपोर्ट रात को बंद रहता है। इससे उड़ानें भी घटी हैं, लेकिन जब एयरपोर्ट फिर से 24 घंटे खुला रहेगा तो एयरपोर्ट से यात्रियों की संख्या फिर से बढ़ जाएगी। इंदौर से हर साल 50 लाख यात्री होने का अनुमान लगाया जा रहा है। प्रबंधन भी इसे लेकर तैयारी कर रहा है, जिसमें पुराने टर्मिनल को फिर तैयार किया जा रहा है।	[581, 1702, 773, 1835]
s4-photo-person-4	[1378, 326, 1454, 593]
s9-airport-sign: देवी अहिल्याबाई होलकर एयरपोर्ट, इंदौर	[227, 1683, 564, 1718]
s11-byline-city: इंदौर	[1069, 1737, 1088, 1750]
